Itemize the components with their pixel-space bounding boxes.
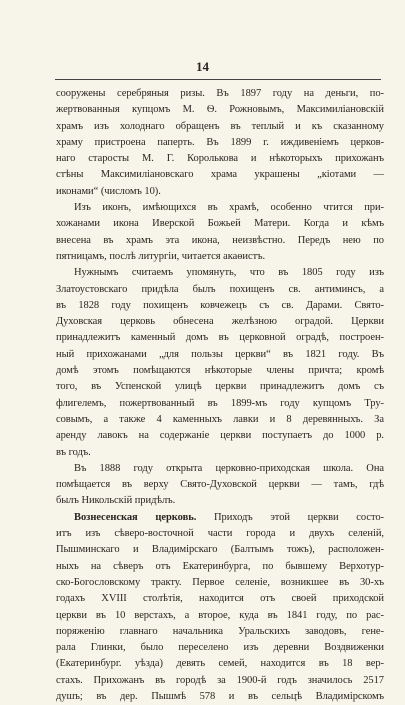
page-number: 14	[196, 59, 209, 74]
text-line: домѣ этомъ помѣщаются нѣкоторые члены причта; кромѣ	[56, 365, 384, 377]
text-line: наго старосты М. Г. Королькова и нѣкоторыхъ прихожанъ	[56, 153, 384, 165]
text-line: стѣны Максимиліановскаго храма украшены „кіотами —	[56, 169, 384, 181]
text-line: Нужнымъ считаемъ упомянуть, что въ 1805 году изъ	[74, 267, 384, 279]
text-line: помѣщается въ верху Свято-Духовской церкви — тамъ, гдѣ	[56, 479, 384, 491]
text-line: Златоустовскаго придѣла былъ похищенъ св. антиминсъ, а	[56, 283, 384, 295]
body-text	[56, 86, 384, 705]
text-line: хожанами икона Иверской Божьей Матери. Когда и кѣмъ	[56, 218, 384, 230]
text-line	[56, 510, 384, 526]
text-line: жертвованныя купцомъ М. Ѳ. Рожновымъ, Максимиліановскій	[56, 104, 384, 116]
text-line: Изъ иконъ, имѣющихся въ храмѣ, особенно чтится при-	[74, 202, 384, 214]
text-line: совымъ, а также 4 каменныхъ лавки и 8 деревянныхъ. За	[56, 413, 384, 425]
text-line: ныхъ на сѣверъ отъ Екатеринбурга, по бывшему Верхотур-	[56, 560, 384, 572]
text-line: поряженію главнаго начальника Уральскихъ заводовъ, гене-	[56, 625, 384, 637]
text-line: стахъ. Прихожанъ въ городѣ за 1900-й годъ значилось 2517	[56, 674, 384, 686]
text-line: былъ Никольскій придѣлъ.	[56, 495, 176, 507]
text-line: храму пристроена паперть. Въ 1899 г. иждивеніемъ церков-	[56, 136, 384, 148]
text-line: душъ; въ дер. Пышмѣ 578 и въ сельцѣ Владимірскомъ	[56, 690, 384, 702]
text-line: того, въ Успенской улицѣ церкви принадлежитъ домъ съ	[56, 381, 384, 393]
text-line: церкви въ 10 верстахъ, а второе, куда въ 1841 году, по рас-	[56, 609, 384, 621]
section-heading: Вознесенская церковь.	[74, 511, 197, 523]
text-line: сооружены серебряныя ризы. Въ 1897 году на деньги, по-	[56, 88, 384, 99]
text-line: (Екатеринбург. уѣзда) девять семей, находится въ 18 вер-	[56, 658, 384, 670]
text-line: Духовская церковь обнесена желѣзною оградой. Церкви	[56, 316, 384, 328]
text-line: аренду лавокъ на содержаніе церкви поступаетъ до 1000 р.	[56, 430, 384, 442]
text-line: итъ изъ сѣверо-восточной части города и двухъ селеній,	[56, 528, 384, 540]
text-line: пятницамъ, послѣ литургіи, читается акаѳистъ.	[56, 250, 266, 262]
text-line: ный прихожанами „для пользы церкви“ въ 1821 году. Въ	[56, 348, 384, 360]
text-line: въ 1828 году похищенъ ковчежецъ съ св. Дарами. Свято-	[56, 299, 384, 311]
text-line: внесена въ храмъ эта икона, неизвѣстно. Передъ нею по	[56, 234, 384, 246]
text-line: принадлежитъ каменный домъ въ церковной оградѣ, построен-	[56, 332, 384, 344]
header-rule	[55, 79, 381, 80]
text-line: Пышминскаго и Владимірскаго (Балтымъ тожъ), расположен-	[56, 544, 384, 556]
text-line: Въ 1888 году открыта церковно-приходская школа. Она	[74, 462, 384, 474]
text-line-content: Приходъ этой церкви состо-	[213, 511, 384, 523]
text-line: годахъ XVIII столѣтія, находится отъ своей приходской	[56, 593, 384, 605]
text-line: въ годъ.	[56, 446, 91, 458]
text-line: рала Глинки, было переселено изъ деревни Воздвиженки	[56, 642, 384, 654]
text-line: иконами“ (числомъ 10).	[56, 185, 161, 197]
text-line: храмъ изъ холоднаго обращенъ въ теплый и къ сказанному	[56, 120, 384, 132]
text-line: флигелемъ, пожертвованный въ 1899-мъ году купцомъ Тру-	[56, 397, 384, 409]
text-line: ско-Богословскому тракту. Первое селеніе, возникшее въ 30-хъ	[56, 576, 384, 588]
